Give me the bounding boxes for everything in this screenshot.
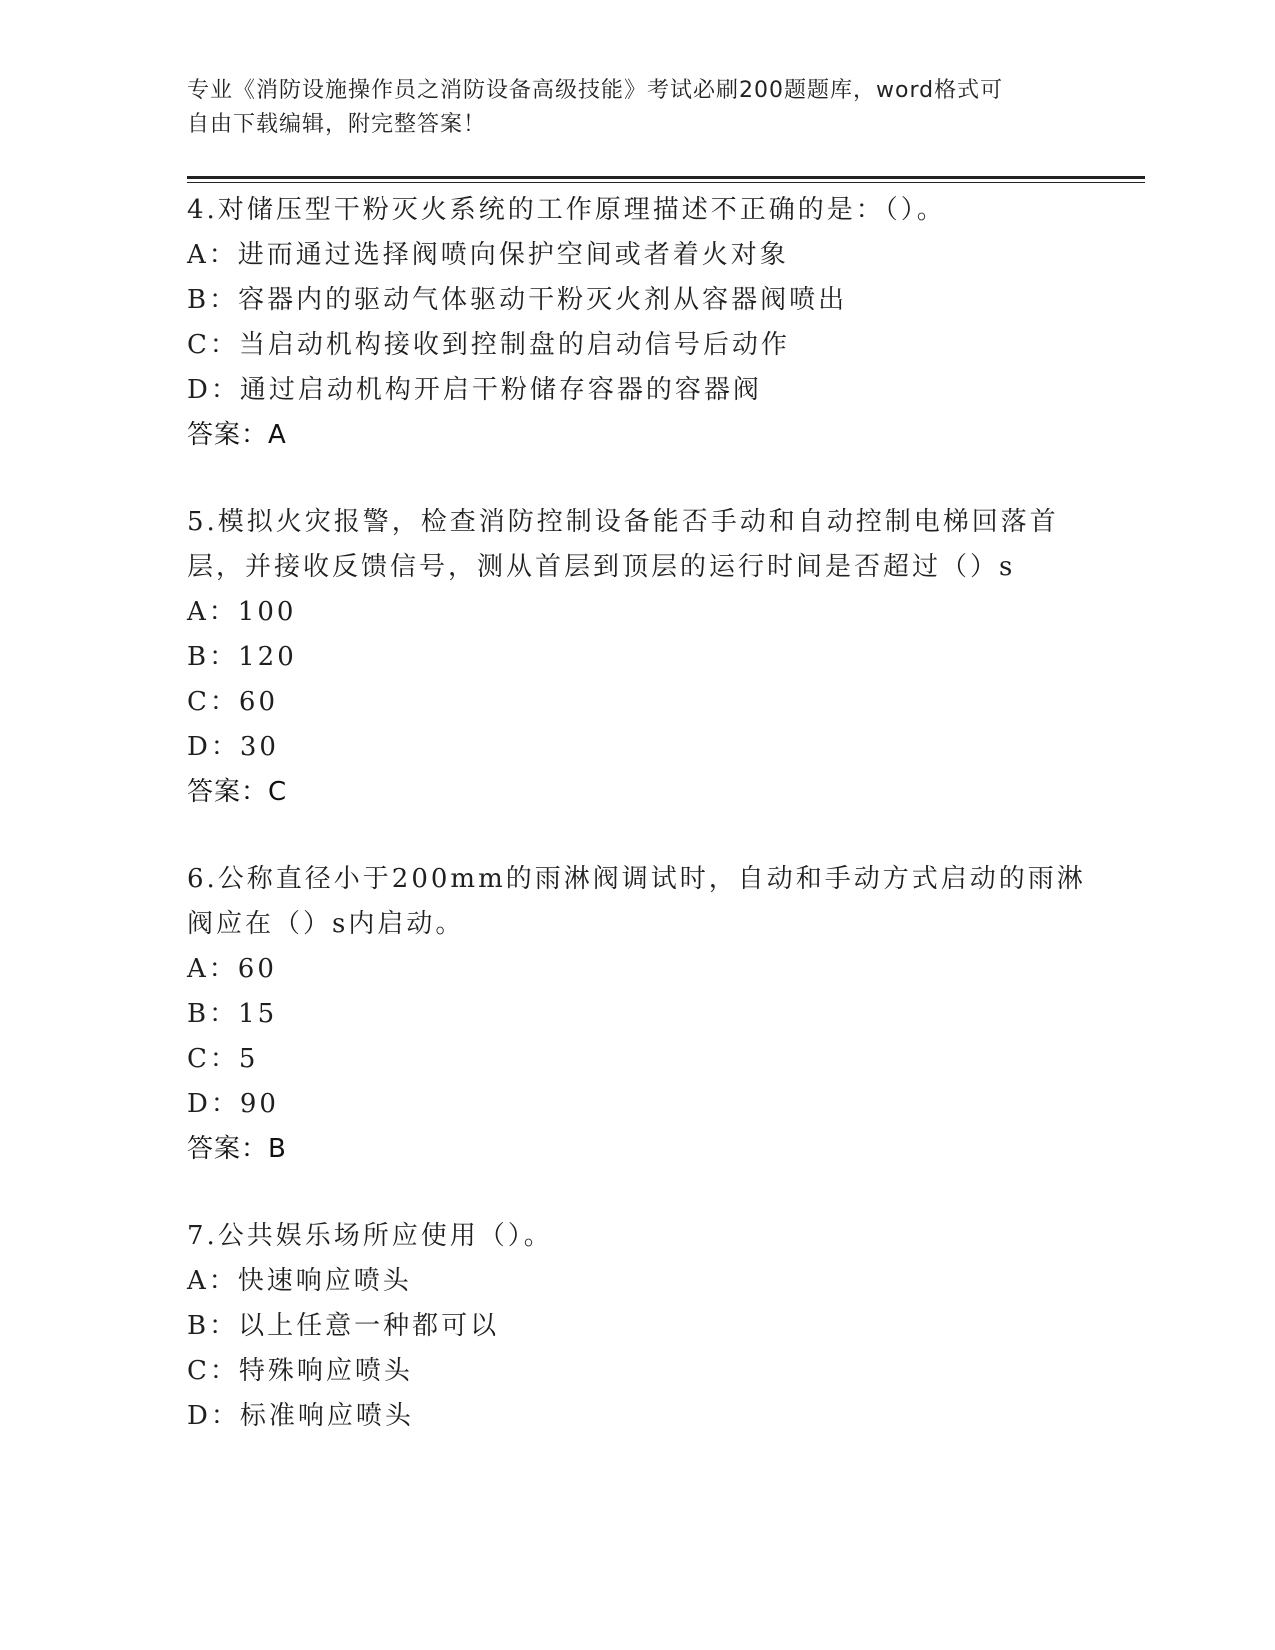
header-divider-thin bbox=[187, 182, 1145, 183]
question-stem: 4.对储压型干粉灭火系统的工作原理描述不正确的是：（）。 bbox=[187, 195, 946, 225]
option-letter: D： bbox=[187, 1401, 240, 1431]
answer-line: 答案：B bbox=[187, 1134, 287, 1164]
option-b bbox=[187, 992, 1087, 1037]
option-text: 通过启动机构开启干粉储存容器的容器阀 bbox=[239, 375, 762, 405]
option-d bbox=[187, 725, 1087, 770]
option-letter: D： bbox=[187, 1089, 240, 1119]
option-letter: C： bbox=[187, 330, 239, 360]
option-text: 90 bbox=[239, 1089, 279, 1119]
option-d bbox=[187, 1394, 1087, 1439]
option-b bbox=[187, 1304, 1087, 1349]
option-d bbox=[187, 1082, 1087, 1127]
option-letter: B： bbox=[187, 285, 239, 315]
option-text: 容器内的驱动气体驱动干粉灭火剂从容器阀喷出 bbox=[238, 285, 848, 315]
option-letter: C： bbox=[187, 1044, 239, 1074]
answer-line: 答案：C bbox=[187, 777, 288, 807]
option-c bbox=[187, 1037, 1087, 1082]
document-header bbox=[187, 74, 1067, 142]
option-d bbox=[187, 368, 1087, 413]
option-letter: A： bbox=[187, 240, 238, 270]
question-stem: 7.公共娱乐场所应使用（）。 bbox=[187, 1221, 553, 1251]
question-5 bbox=[187, 500, 1087, 815]
option-letter: A： bbox=[187, 597, 238, 627]
option-a bbox=[187, 233, 1087, 278]
option-letter: B： bbox=[187, 1311, 239, 1341]
option-letter: D： bbox=[187, 732, 240, 762]
option-letter: A： bbox=[187, 954, 238, 984]
option-letter: B： bbox=[187, 999, 239, 1029]
option-a bbox=[187, 590, 1087, 635]
option-text: 进而通过选择阀喷向保护空间或者着火对象 bbox=[237, 240, 789, 270]
option-text: 100 bbox=[237, 597, 297, 627]
option-text: 快速响应喷头 bbox=[237, 1266, 412, 1296]
option-text: 当启动机构接收到控制盘的启动信号后动作 bbox=[238, 330, 790, 360]
question-6 bbox=[187, 857, 1087, 1172]
question-7 bbox=[187, 1214, 1087, 1439]
header-line-1: 专业《消防设施操作员之消防设备高级技能》考试必刷200题题库，word格式可 bbox=[187, 78, 1004, 103]
question-stem: 6.公称直径小于200mm的雨淋阀调试时，自动和手动方式启动的雨淋阀应在（）s内启动。 bbox=[187, 864, 1086, 939]
option-a bbox=[187, 947, 1087, 992]
option-text: 60 bbox=[237, 954, 277, 984]
header-divider-thick bbox=[187, 176, 1145, 179]
option-text: 120 bbox=[238, 642, 297, 672]
option-b bbox=[187, 278, 1087, 323]
option-a bbox=[187, 1259, 1087, 1304]
question-4 bbox=[187, 188, 1087, 458]
option-text: 5 bbox=[238, 1044, 259, 1074]
question-stem: 5.模拟火灾报警，检查消防控制设备能否手动和自动控制电梯回落首层，并接收反馈信号，测从首层到顶层的运行时间是否超过（）s bbox=[187, 507, 1059, 582]
option-letter: D： bbox=[187, 375, 240, 405]
option-c bbox=[187, 323, 1087, 368]
answer-line: 答案：A bbox=[187, 420, 287, 450]
option-letter: B： bbox=[187, 642, 239, 672]
option-letter: C： bbox=[187, 687, 239, 717]
header-line-2: 自由下载编辑，附完整答案！ bbox=[187, 112, 487, 137]
option-text: 以上任意一种都可以 bbox=[238, 1311, 500, 1341]
option-b bbox=[187, 635, 1087, 680]
option-letter: A： bbox=[187, 1266, 238, 1296]
option-letter: C： bbox=[187, 1356, 239, 1386]
option-text: 30 bbox=[239, 732, 279, 762]
question-list bbox=[187, 188, 1087, 1481]
option-text: 标准响应喷头 bbox=[239, 1401, 414, 1431]
option-text: 60 bbox=[238, 687, 278, 717]
option-text: 15 bbox=[238, 999, 278, 1029]
option-c bbox=[187, 1349, 1087, 1394]
option-text: 特殊响应喷头 bbox=[238, 1356, 413, 1386]
option-c bbox=[187, 680, 1087, 725]
